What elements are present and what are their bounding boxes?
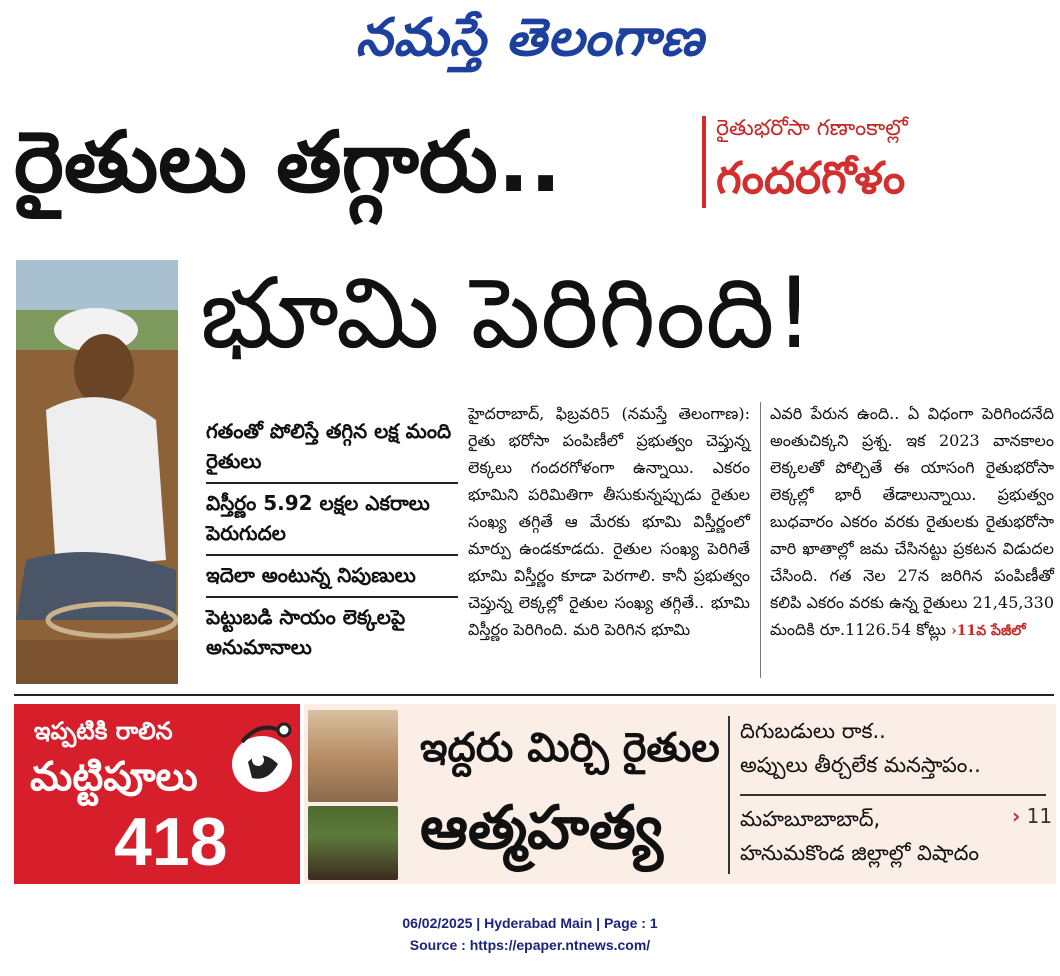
summary-divider xyxy=(740,794,1046,796)
column-divider xyxy=(760,402,761,678)
article-column-1: హైదరాబాద్, ఫిబ్రవరి5 (నమస్తే తెలంగాణ): రైతు భరోసా పంపిణీలో ప్రభుత్వం చెప్తున్న లెక్కలు గందరగోళంగా ఉన్నాయి. ఎకరం భూమిని పరిమితిగా తీసుకున్నప్పుడు రైతుల సంఖ్య తగ్గితే ఆ మేరకు భూమి విస్తీర్ణంలో మార్పు ఉండకూడదు. రైతుల సంఖ్య పెరిగితే భూమి విస్తీర్ణం కూడా పెరగాలి. కానీ ప్రభుత్వం చెప్తున్న లెక్కల్లో రైతుల సంఖ్య తగ్గితే.. భూమి విస్తీర్ణం పెరిగింది. మరి పెరిగిన భూమి xyxy=(468,404,750,639)
farmer-illustration xyxy=(16,260,178,684)
article-column-2-text: ఎవరి పేరున ఉంది.. ఏ విధంగా పెరిగిందనేది అంతుచిక్కని ప్రశ్న. ఇక 2023 వానకాలం లెక్కలతో పోల్చితే ఈ యాసంగి రైతుభరోసా లెక్కల్లో భారీ తేడాలున్నాయి. ప్రభుత్వం బుధవారం ఎకరం వరకు రైతులకు రైతుభరోసా వారి ఖాతాల్లో జమ చేసినట్టు ప్రకటన విడుదల చేసింది. గత నెల 27న జరిగిన పంపిణీతో కలిపి ఎకరం వరకు ఉన్న రైతులు 21,45,330 మందికి రూ.1126.54 కోట్లు xyxy=(770,404,1054,639)
second-story-location xyxy=(740,802,979,870)
page-reference[interactable] xyxy=(1012,804,1052,828)
highlight-item: విస్తీర్ణం 5.92 లక్షల ఎకరాలు పెరుగుదల xyxy=(206,484,458,556)
article-column-2 xyxy=(770,400,1054,645)
summary-line-2: అప్పులు తీర్చలేక మనస్తాపం.. xyxy=(740,753,981,777)
kicker-small: రైతుభరోసా గణాంకాల్లో xyxy=(716,116,908,141)
footer-source[interactable]: Source : https://epaper.ntnews.com/ xyxy=(409,937,651,953)
kicker-big: గందరగోళం xyxy=(716,153,906,204)
highlight-item: గతంతో పోలిస్తే తగ్గిన లక్ష మంది రైతులు xyxy=(206,412,458,484)
masthead-title: నమస్తే తెలంగాణ xyxy=(355,7,705,68)
victim-photo-2 xyxy=(308,806,398,880)
highlights-list xyxy=(206,412,458,668)
location-line-1: మహబూబాబాద్, xyxy=(740,807,881,831)
summary-line-1: దిగుబడులు రాక.. xyxy=(740,719,886,743)
wilted-flower-icon xyxy=(228,712,298,798)
lead-headline-line1: రైతులు తగ్గారు.. xyxy=(14,113,562,211)
second-headline-line2: ఆత్మహత్య xyxy=(420,793,663,863)
victim-photo-1 xyxy=(308,710,398,802)
farmer-suicide-counter-box xyxy=(14,704,300,884)
lead-headline-line2: భూమి పెరిగింది! xyxy=(200,257,814,371)
second-headline-line1: ఇద్దరు మిర్చి రైతుల xyxy=(420,725,720,771)
highlight-item: పెట్టుబడి సాయం లెక్కలపై అనుమానాలు xyxy=(206,605,406,659)
page-footer xyxy=(0,912,1060,956)
counter-number: 418 xyxy=(114,804,228,880)
second-story-divider xyxy=(728,716,730,874)
second-story-box xyxy=(304,704,1056,884)
counter-label-line1: ఇప్పటికి రాలిన xyxy=(34,717,173,745)
counter-label-line2: మట్టిపూలు xyxy=(30,754,198,800)
second-story-summary xyxy=(740,714,981,782)
location-line-2: హనుమకొండ జిల్లాల్లో విషాదం xyxy=(740,841,980,865)
footer-edition-info: 06/02/2025 | Hyderabad Main | Page : 1 xyxy=(402,915,658,931)
kicker-divider xyxy=(702,116,706,208)
page-reference-number: 11 xyxy=(1026,804,1053,828)
highlight-item: ఇదెలా అంటున్న నిపుణులు xyxy=(206,556,458,598)
farmer-photo xyxy=(16,260,178,684)
chevron-right-icon: › xyxy=(1012,804,1021,828)
continued-link[interactable]: ›11వ పేజీలో xyxy=(951,623,1026,639)
section-divider xyxy=(14,694,1054,696)
